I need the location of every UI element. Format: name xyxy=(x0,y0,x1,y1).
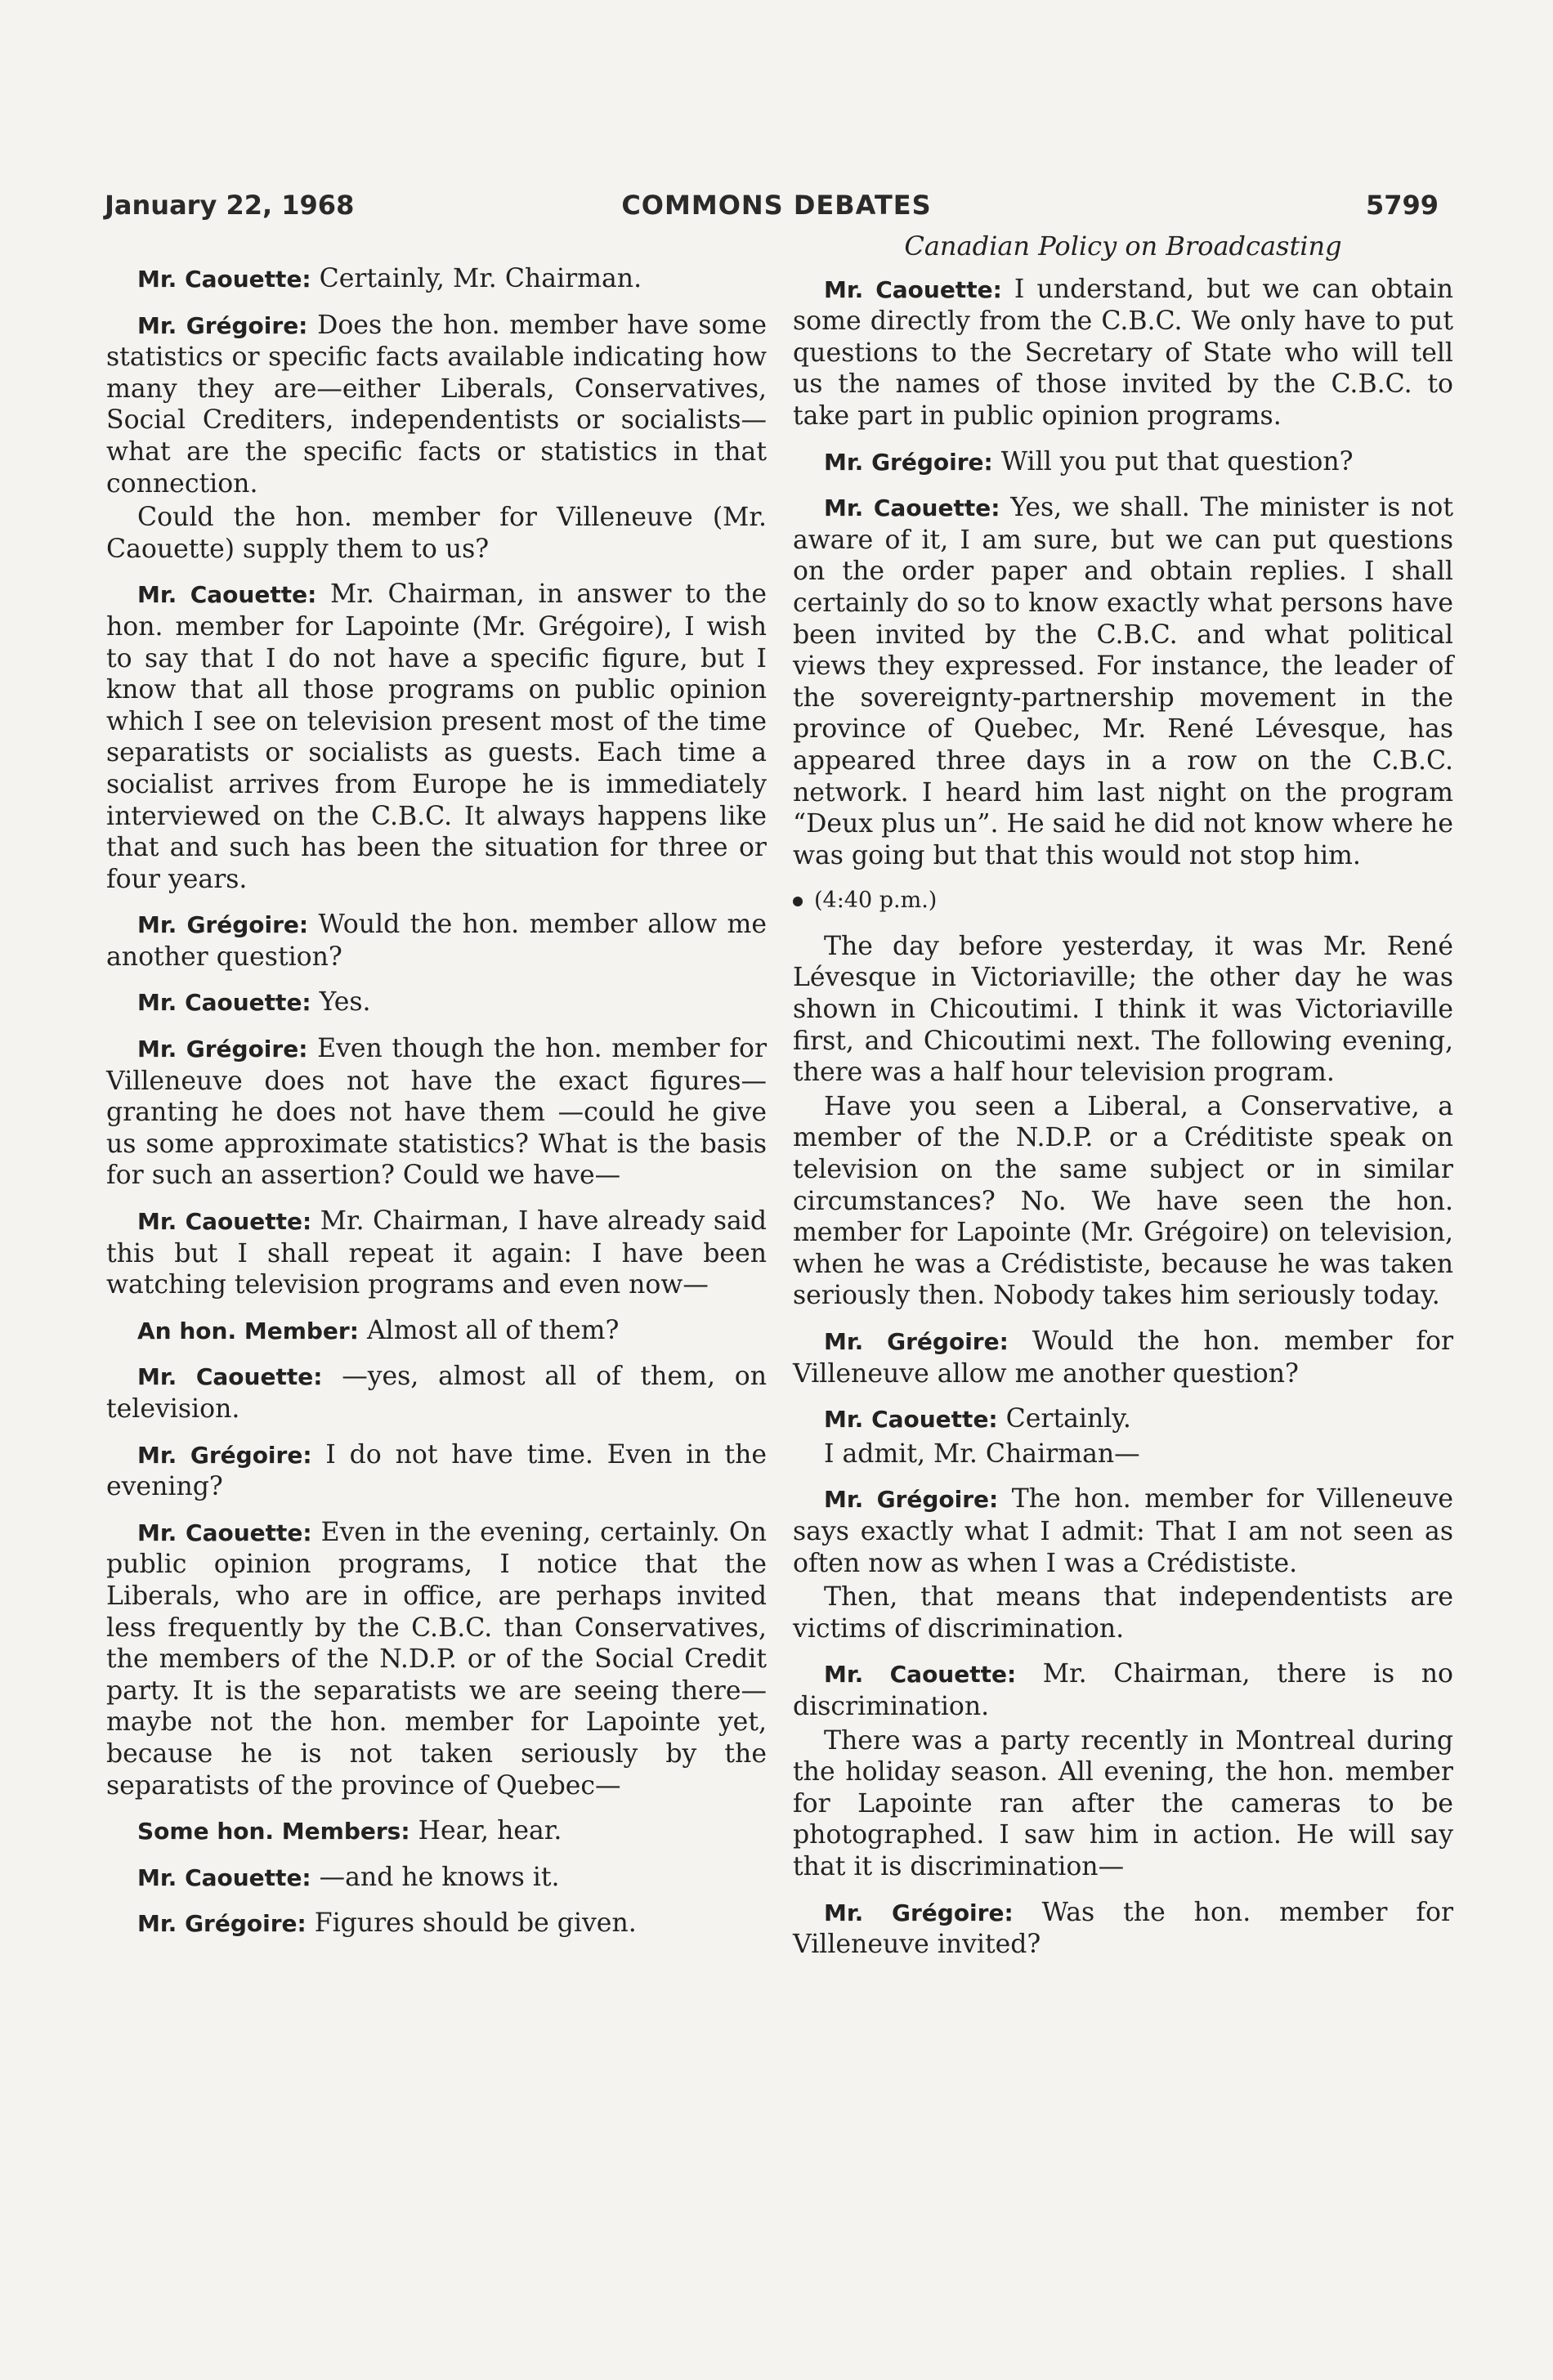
paragraph-text: Mr. Chairman, there is no discrimination. xyxy=(793,1659,1454,1721)
speaker-name: Mr. Caouette: xyxy=(137,1208,312,1236)
speaker-name: Mr. Grégoire: xyxy=(824,448,993,476)
timestamp-text: (4:40 p.m.) xyxy=(814,888,938,914)
paragraph-text: Yes, we shall. The minister is not aware of it, I am sure, but we can put questions on the order paper and obtain replies. I shall certainly do so to know exactly what persons have been invited by the C.B.C. and what political views they expressed. For instance, the leader of the sovereignty-partnership movement in the province of Quebec, Mr. René Lévesque, has appeared three days in a row on the C.B.C. network. I heard him last night on the program “Deux plus un”. He said he did not know where he was going but that this would not stop him. xyxy=(793,493,1454,870)
paragraph xyxy=(106,1908,767,1940)
paragraph-text: Even though the hon. member for Villeneuve does not have the exact figures—granting he does not have them —could he give us some approximate statistics? What is the basis for such an assertion? Could we have— xyxy=(106,1034,768,1191)
paragraph xyxy=(106,1517,767,1801)
paragraph-text: Will you put that question? xyxy=(1000,446,1354,476)
paragraph xyxy=(793,1091,1453,1312)
paragraph-text: Even in the evening, certainly. On public opinion programs, I notice that the Liberals, who are in office, are perhaps invited less frequently by the C.B.C. than Conservatives, the members of the N.D.P. or of the Social Credit party. It is the separatists we are seeing there—maybe not the hon. member for Lapointe yet, because he is not taken seriously by the separatists of the province of Quebec— xyxy=(106,1517,768,1801)
paragraph-text: The day before yesterday, it was Mr. René Lévesque in Victoriaville; the other day he was shown in Chicoutimi. I think it was Victoriaville first, and Chicoutimi next. The following evening, there was a half hour television program. xyxy=(793,931,1453,1088)
paragraph-text: —yes, almost all of them, on television. xyxy=(106,1362,768,1424)
header-publication: COMMONS DEBATES xyxy=(621,190,932,221)
speaker-name: Mr. Grégoire: xyxy=(137,911,309,939)
paragraph xyxy=(106,1206,767,1301)
speaker-name: Mr. Grégoire: xyxy=(137,1036,308,1063)
paragraph-text: The hon. member for Villeneuve says exactly what I admit: That I am not seen as often now as when I was a Crédististe. xyxy=(793,1484,1453,1578)
speaker-name: Mr. Caouette: xyxy=(137,266,311,293)
paragraph-text: Almost all of them? xyxy=(366,1315,620,1345)
paragraph-text: Have you seen a Liberal, a Conservative, a member of the N.D.P. or a Créditiste speak on television on the same subject or in similar circumstances? No. We have seen the hon. member for Lapointe (Mr. Grégoire) on television, when he was a Crédististe, because he was taken seriously then. Nobody takes him seriously today. xyxy=(793,1091,1453,1311)
paragraph xyxy=(793,1438,1453,1470)
speaker-name: Mr. Grégoire: xyxy=(137,1441,312,1469)
bullet-icon xyxy=(793,897,803,906)
speaker-name: Mr. Caouette: xyxy=(824,275,1002,303)
paragraph xyxy=(793,1658,1453,1722)
right-column-part-1 xyxy=(793,274,1453,872)
paragraph-text: Figures should be given. xyxy=(314,1908,637,1939)
paragraph-text: —and he knows it. xyxy=(319,1862,560,1892)
speaker-name: Mr. Caouette: xyxy=(824,1661,1017,1689)
paragraph xyxy=(106,502,767,565)
speaker-name: Mr. Caouette: xyxy=(137,1519,312,1546)
paragraph-text: Would the hon. member allow me another question? xyxy=(106,910,768,972)
paragraph xyxy=(106,310,767,500)
header-page-number: 5799 xyxy=(1365,190,1439,221)
paragraph-text: There was a party recently in Montreal during the holiday season. All evening, the hon. member for Lapointe ran after the cameras to be photographed. I saw him in action. He will say that it is discrimination— xyxy=(793,1725,1453,1881)
timestamp xyxy=(793,885,1453,917)
paragraph xyxy=(793,1897,1453,1961)
speaker-name: Mr. Grégoire: xyxy=(824,1486,999,1514)
paragraph xyxy=(793,1403,1453,1436)
paragraph xyxy=(106,1862,767,1895)
paragraph xyxy=(106,1033,767,1192)
paragraph xyxy=(793,492,1453,871)
speaker-name: Mr. Grégoire: xyxy=(824,1328,1009,1355)
paragraph xyxy=(793,1326,1453,1389)
speaker-name: Mr. Caouette: xyxy=(824,494,1000,522)
paragraph xyxy=(793,274,1453,432)
paragraph-text: Then, that means that independentists are victims of discrimination. xyxy=(793,1582,1453,1644)
paragraph xyxy=(106,263,767,296)
paragraph xyxy=(793,931,1453,1089)
paragraph-text: Certainly. xyxy=(1005,1404,1131,1434)
speaker-name: Mr. Grégoire: xyxy=(137,311,308,339)
paragraph-text: Mr. Chairman, I have already said this but I shall repeat it again: I have been watching television programs and even now— xyxy=(106,1206,768,1300)
paragraph xyxy=(793,1725,1453,1883)
section-title: Canadian Policy on Broadcasting xyxy=(904,230,1342,262)
paragraph-text: Could the hon. member for Villeneuve (Mr. Caouette) supply them to us? xyxy=(106,503,767,564)
speaker-name: Mr. Grégoire: xyxy=(137,1910,307,1938)
paragraph xyxy=(793,446,1453,479)
speaker-name: Mr. Caouette: xyxy=(824,1406,998,1434)
paragraph xyxy=(106,1439,767,1503)
paragraph-text: Certainly, Mr. Chairman. xyxy=(319,264,642,293)
paragraph xyxy=(106,1815,767,1848)
speaker-name: Some hon. Members: xyxy=(137,1818,410,1845)
paragraph-text: Mr. Chairman, in answer to the hon. member for Lapointe (Mr. Grégoire), I wish to say that I do not have a specific figure, but I know that all those programs on public opinion which I see on television present most of the time separatists or socialists as guests. Each time a socialist arrives from Europe he is immediately interviewed on the C.B.C. It always happens like that and such has been the situation for three or four years. xyxy=(106,579,767,894)
paragraph-text: I do not have time. Even in the evening? xyxy=(106,1439,768,1502)
header-date: January 22, 1968 xyxy=(105,190,355,221)
speaker-name: Mr. Caouette: xyxy=(137,989,311,1017)
paragraph xyxy=(793,1581,1453,1644)
paragraph-text: I understand, but we can obtain some directly from the C.B.C. We only have to put questions to the Secretary of State who will tell us the names of those invited by the C.B.C. to take part in public opinion programs. xyxy=(793,274,1453,431)
speaker-name: An hon. Member: xyxy=(137,1317,359,1344)
paragraph-text: I admit, Mr. Chairman— xyxy=(824,1438,1140,1469)
paragraph-text: Does the hon. member have some statistics or specific facts available indicating how many they are—either Liberals, Conservatives, Social Crediters, independentists or socialists—what are the specific facts or statistics in that connection. xyxy=(106,310,768,499)
speaker-name: Mr. Caouette: xyxy=(137,1363,323,1391)
paragraph xyxy=(106,579,767,895)
speaker-name: Mr. Caouette: xyxy=(137,581,317,609)
paragraph xyxy=(106,1361,767,1425)
right-column-part-2 xyxy=(793,931,1453,1961)
paragraph-text: Was the hon. member for Villeneuve invited? xyxy=(793,1897,1454,1960)
speaker-name: Mr. Grégoire: xyxy=(824,1899,1014,1926)
paragraph-text: Hear, hear. xyxy=(418,1816,562,1846)
paragraph xyxy=(106,909,767,973)
speaker-name: Mr. Caouette: xyxy=(137,1863,311,1891)
paragraph-text: Yes. xyxy=(319,987,371,1018)
left-column xyxy=(106,263,767,1954)
right-column xyxy=(793,230,1453,1975)
paragraph xyxy=(106,986,767,1019)
paragraph-text: Would the hon. member for Villeneuve allow me another question? xyxy=(793,1326,1454,1389)
paragraph xyxy=(793,1483,1453,1579)
paragraph xyxy=(106,1315,767,1348)
